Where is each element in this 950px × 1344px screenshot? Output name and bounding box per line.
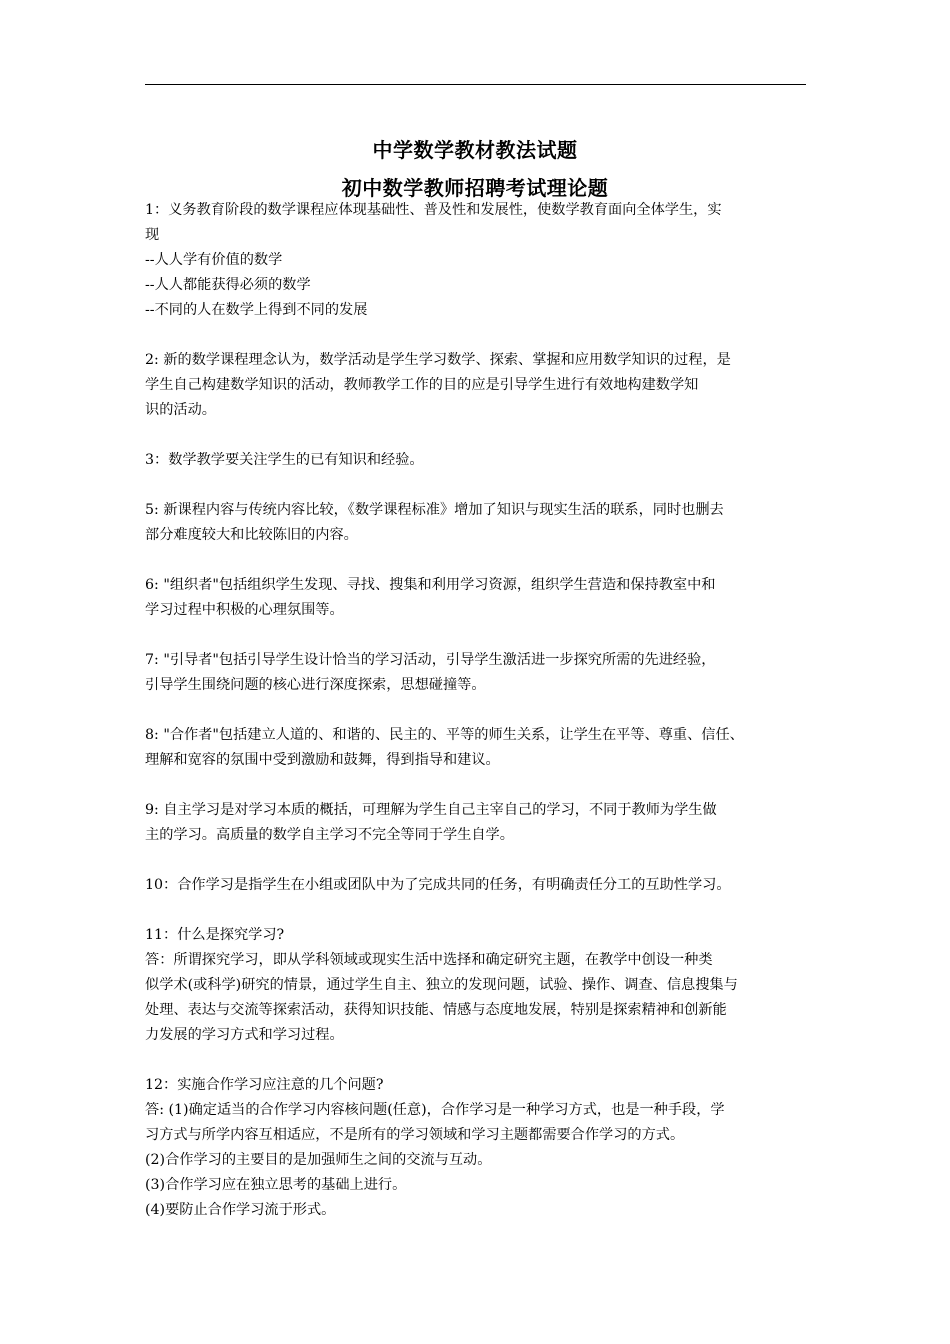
text-line: 11：什么是探究学习? [145,927,285,943]
text-line: 9: 自主学习是对学习本质的概括，可理解为学生自己主宰自己的学习，不同于教师为学生做 [145,802,717,818]
text-line: 2: 新的数学课程理念认为，数学活动是学生学习数学、探索、掌握和应用数学知识的过程，是 [145,352,731,368]
text-line: 处理、表达与交流等探索活动，获得知识技能、情感与态度地发展，特别是探索精神和创新能 [145,1002,727,1018]
text-line: 主的学习。高质量的数学自主学习不完全等同于学生自学。 [145,827,514,843]
text-line: 5: 新课程内容与传统内容比较，《数学课程标准》增加了知识与现实生活的联系，同时也删去 [145,502,724,518]
text-line: 3：数学教学要关注学生的已有知识和经验。 [145,452,424,468]
text-line: 似学术(或科学)研究的情景，通过学生自主、独立的发现问题，试验、操作、调查、信息搜集与 [145,977,738,993]
text-line: 学习过程中积极的心理氛围等。 [145,602,344,618]
text-line: (3)合作学习应在独立思考的基础上进行。 [145,1177,407,1193]
text-line: 部分难度较大和比较陈旧的内容。 [145,527,358,543]
document-subtitle: 初中数学教师招聘考试理论题 [341,176,609,200]
text-line: 力发展的学习方式和学习过程。 [145,1027,344,1043]
document-body [145,198,810,1223]
text-line: 引导学生围绕问题的核心进行深度探索，思想碰撞等。 [145,677,486,693]
blank-line [145,548,810,573]
text-line: 12：实施合作学习应注意的几个问题? [145,1077,384,1093]
blank-line [145,898,810,923]
text-line: 答：所谓探究学习，即从学科领域或现实生活中选择和确定研究主题，在教学中创设一种类 [145,952,713,968]
blank-line [145,623,810,648]
text-line: 现 [145,227,160,243]
text-line: 10：合作学习是指学生在小组或团队中为了完成共同的任务，有明确责任分工的互助性学习。 [145,877,731,893]
text-line: 学生自己构建数学知识的活动，教师教学工作的目的应是引导学生进行有效地构建数学知 [145,377,699,393]
text-line: --不同的人在数学上得到不同的发展 [145,302,368,318]
text-line: 8: "合作者"包括建立人道的、和谐的、民主的、平等的师生关系，让学生在平等、尊重、信任、 [145,727,744,743]
blank-line [145,698,810,723]
blank-line [145,473,810,498]
text-line: 答: (1)确定适当的合作学习内容核问题(任意)，合作学习是一种学习方式，也是一种手段，学 [145,1102,725,1118]
text-line: --人人学有价值的数学 [145,252,283,268]
blank-line [145,323,810,348]
text-line: (2)合作学习的主要目的是加强师生之间的交流与互动。 [145,1152,492,1168]
text-line: (4)要防止合作学习流于形式。 [145,1202,336,1218]
text-line: 6: "组织者"包括组织学生发现、寻找、搜集和利用学习资源，组织学生营造和保持教室中和 [145,577,716,593]
text-line: 1：义务教育阶段的数学课程应体现基础性、普及性和发展性，使数学教育面向全体学生，实 [145,202,722,218]
blank-line [145,423,810,448]
text-line: 7: "引导者"包括引导学生设计恰当的学习活动，引导学生激活进一步探究所需的先进经验， [145,652,716,668]
text-line: 习方式与所学内容互相适应，不是所有的学习领域和学习主题都需要合作学习的方式。 [145,1127,685,1143]
blank-line [145,848,810,873]
blank-line [145,773,810,798]
header-rule [145,84,806,85]
text-line: 识的活动。 [145,402,216,418]
blank-line [145,1048,810,1073]
text-line: --人人都能获得必须的数学 [145,277,311,293]
text-line: 理解和宽容的氛围中受到激励和鼓舞，得到指导和建议。 [145,752,500,768]
document-title: 中学数学教材教法试题 [372,138,578,162]
